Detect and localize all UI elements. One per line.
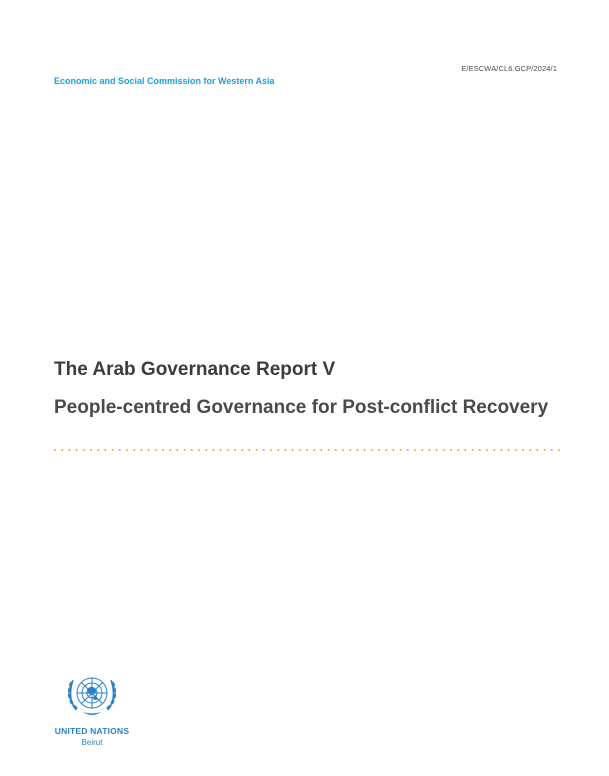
document-symbol: E/ESCWA/CL6.GCP/2024/1 — [461, 64, 557, 73]
un-emblem-icon — [63, 668, 121, 722]
un-logo-block — [52, 668, 132, 747]
dotted-divider — [54, 448, 564, 452]
un-name: UNITED NATIONS — [54, 726, 130, 736]
organization-name: Economic and Social Commission for Western Asia — [54, 76, 275, 86]
un-city: Beirut — [81, 738, 103, 747]
report-subtitle: People-centred Governance for Post-conflict Recovery — [54, 397, 549, 418]
report-title: The Arab Governance Report V — [54, 359, 336, 380]
